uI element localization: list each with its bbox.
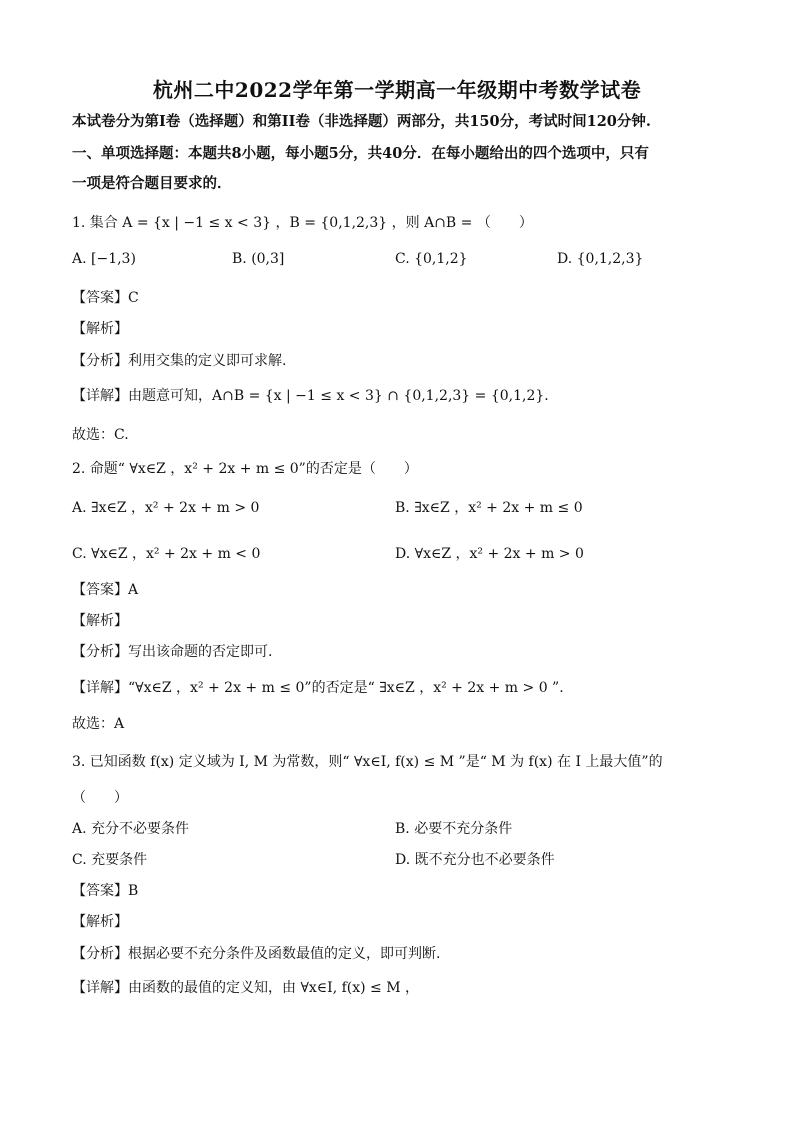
q2-fenxi: 【分析】写出该命题的否定即可.: [72, 644, 273, 660]
q3-stem-cont: （ ）: [72, 790, 128, 806]
q1-xiangjie: 【详解】由题意可知，A∩B = {x | −1 ≤ x < 3} ∩ {0,1,2,3} = {0,1,2}.: [72, 388, 549, 404]
q3-answer: 【答案】B: [72, 883, 139, 899]
q3-option-d: D. 既不充分也不必要条件: [395, 852, 555, 868]
q2-stem: 2. 命题“ ∀x∈Z ，x² + 2x + m ≤ 0”的否定是（ ）: [72, 461, 418, 477]
q3-xiangjie: 【详解】由函数的最值的定义知，由 ∀x∈I, f(x) ≤ M ，: [72, 980, 420, 996]
q2-analysis-label: 【解析】: [72, 613, 128, 629]
q3-stem: 3. 已知函数 f(x) 定义域为 I, M 为常数，则“ ∀x∈I, f(x) ≤ M ”是“ M 为 f(x) 在 I 上最大值”的: [72, 754, 663, 770]
q3-fenxi: 【分析】根据必要不充分条件及函数最值的定义，即可判断.: [72, 946, 441, 962]
q1-option-c: C. {0,1,2}: [395, 251, 468, 267]
section-heading-line1: 一、单项选择题：本题共8小题，每小题5分，共40分．在每小题给出的四个选项中，只有: [72, 145, 649, 162]
q3-analysis-label: 【解析】: [72, 914, 128, 930]
q2-option-d: D. ∀x∈Z ，x² + 2x + m > 0: [395, 546, 584, 562]
exam-intro: 本试卷分为第I卷（选择题）和第II卷（非选择题）两部分，共150分，考试时间120分钟.: [72, 113, 651, 130]
section-heading-line2: 一项是符合题目要求的．: [72, 175, 232, 192]
q1-choice: 故选：C.: [72, 427, 129, 443]
q1-analysis-label: 【解析】: [72, 321, 128, 337]
q3-option-a: A. 充分不必要条件: [72, 821, 190, 837]
q2-option-a: A. ∃x∈Z ，x² + 2x + m > 0: [72, 500, 260, 516]
q1-option-d: D. {0,1,2,3}: [557, 251, 644, 267]
q2-answer: 【答案】A: [72, 582, 139, 598]
q1-fenxi: 【分析】利用交集的定义即可求解.: [72, 353, 287, 369]
q2-xiangjie: 【详解】“∀x∈Z ，x² + 2x + m ≤ 0”的否定是“ ∃x∈Z ，x² + 2x + m > 0 ”.: [72, 680, 564, 696]
q1-stem: 1. 集合 A = {x | −1 ≤ x < 3} ，B = {0,1,2,3} ，则 A∩B = （ ）: [72, 215, 533, 231]
q3-option-c: C. 充要条件: [72, 852, 148, 868]
q2-option-c: C. ∀x∈Z ，x² + 2x + m < 0: [72, 546, 261, 562]
q1-option-a: A. [−1,3): [72, 251, 136, 267]
q3-option-b: B. 必要不充分条件: [395, 821, 513, 837]
q1-answer: 【答案】C: [72, 290, 139, 306]
q2-option-b: B. ∃x∈Z ，x² + 2x + m ≤ 0: [395, 500, 583, 516]
page-title: 杭州二中2022学年第一学期高一年级期中考数学试卷: [152, 78, 642, 102]
q1-option-b: B. (0,3]: [232, 251, 285, 267]
q2-choice: 故选：A: [72, 716, 125, 732]
